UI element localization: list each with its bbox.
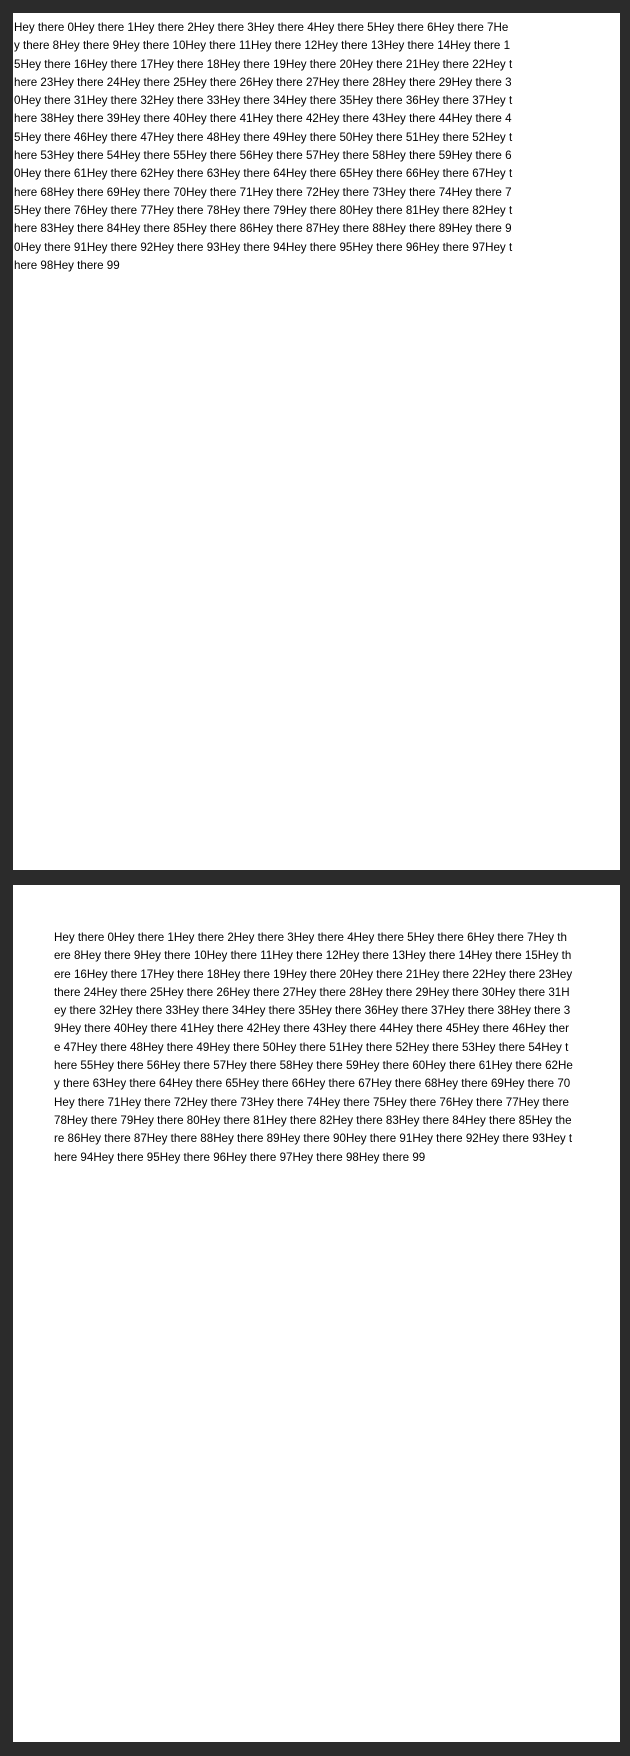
- page-1-text: Hey there 0Hey there 1Hey there 2Hey there 3Hey there 4Hey there 5Hey there 6Hey there 7Hey there 8Hey there 9Hey there 10Hey there 11Hey there 12Hey there 13Hey there 14Hey there 15Hey there 16Hey there 17Hey there 18Hey there 19Hey there 20Hey there 21Hey there 22Hey there 23Hey there 24Hey there 25Hey there 26Hey there 27Hey there 28Hey there 29Hey there 30Hey there 31Hey there 32Hey there 33Hey there 34Hey there 35Hey there 36Hey there 37Hey there 38Hey there 39Hey there 40Hey there 41Hey there 42Hey there 43Hey there 44Hey there 45Hey there 46Hey there 47Hey there 48Hey there 49Hey there 50Hey there 51Hey there 52Hey there 53Hey there 54Hey there 55Hey there 56Hey there 57Hey there 58Hey there 59Hey there 60Hey there 61Hey there 62Hey there 63Hey there 64Hey there 65Hey there 66Hey there 67Hey there 68Hey there 69Hey there 70Hey there 71Hey there 72Hey there 73Hey there 74Hey there 75Hey there 76Hey there 77Hey there 78Hey there 79Hey there 80Hey there 81Hey there 82Hey there 83Hey there 84Hey there 85Hey there 86Hey there 87Hey there 88Hey there 89Hey there 90Hey there 91Hey there 92Hey there 93Hey there 94Hey there 95Hey there 96Hey there 97Hey there 98Hey there 99: [14, 21, 513, 272]
- page-2-text: Hey there 0Hey there 1Hey there 2Hey there 3Hey there 4Hey there 5Hey there 6Hey there 7Hey there 8Hey there 9Hey there 10Hey there 11Hey there 12Hey there 13Hey there 14Hey there 15Hey there 16Hey there 17Hey there 18Hey there 19Hey there 20Hey there 21Hey there 22Hey there 23Hey there 24Hey there 25Hey there 26Hey there 27Hey there 28Hey there 29Hey there 30Hey there 31Hey there 32Hey there 33Hey there 34Hey there 35Hey there 36Hey there 37Hey there 38Hey there 39Hey there 40Hey there 41Hey there 42Hey there 43Hey there 44Hey there 45Hey there 46Hey there 47Hey there 48Hey there 49Hey there 50Hey there 51Hey there 52Hey there 53Hey there 54Hey there 55Hey there 56Hey there 57Hey there 58Hey there 59Hey there 60Hey there 61Hey there 62Hey there 63Hey there 64Hey there 65Hey there 66Hey there 67Hey there 68Hey there 69Hey there 70Hey there 71Hey there 72Hey there 73Hey there 74Hey there 75Hey there 76Hey there 77Hey there 78Hey there 79Hey there 80Hey there 81Hey there 82Hey there 83Hey there 84Hey there 85Hey there 86Hey there 87Hey there 88Hey there 89Hey there 90Hey there 91Hey there 92Hey there 93Hey there 94Hey there 95Hey there 96Hey there 97Hey there 98Hey there 99: [54, 931, 573, 1164]
- document-page-1: [13, 13, 620, 870]
- document-page-2: [13, 885, 620, 1742]
